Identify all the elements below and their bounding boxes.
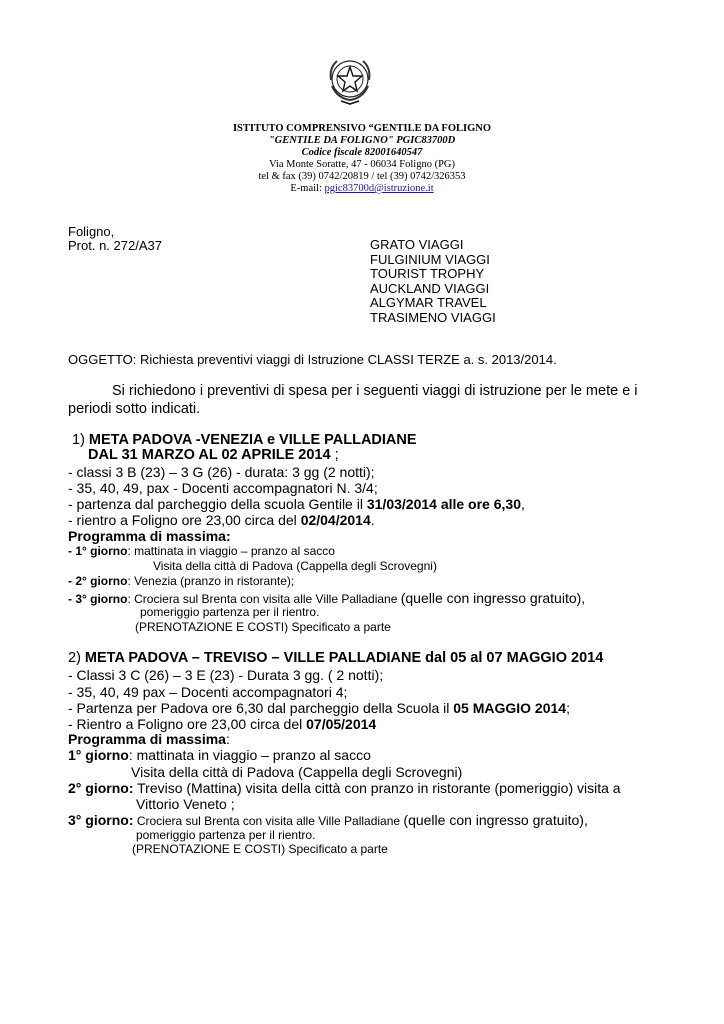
trip1-classes: - classi 3 B (23) – 3 G (26) - durata: 3 gg (2 notti); xyxy=(68,464,375,480)
trip1-program-heading: Programma di massima: xyxy=(68,528,231,544)
trip2-departure: - Partenza per Padova ore 6,30 dal parcheggio della Scuola il 05 MAGGIO 2014; xyxy=(68,700,570,716)
trip2-title: 2) META PADOVA – TREVISO – VILLE PALLADIANE dal 05 al 07 MAGGIO 2014 xyxy=(68,650,604,666)
recipient: AUCKLAND VIAGGI xyxy=(370,280,490,296)
trip2-day1: 1° giorno: mattinata in viaggio – pranzo al sacco xyxy=(68,747,371,763)
recipient: GRATO VIAGGI xyxy=(370,237,464,252)
trip1-departure: - partenza dal parcheggio della scuola Gentile il 31/03/2014 alle ore 6,30, xyxy=(68,496,525,512)
school-phone: tel & fax (39) 0742/20819 / tel (39) 0742/326353 xyxy=(258,171,466,182)
trip2-day1-cont: Visita della città di Padova (Cappella degli Scrovegni) xyxy=(131,764,463,780)
recipient: TOURIST TROPHY xyxy=(370,266,485,281)
trip1-day1-cont: Visita della città di Padova (Cappella degli Scrovegni) xyxy=(153,559,437,573)
trip1-day3: - 3° giorno: Crociera sul Brenta con visita alle Ville Palladiane (quelle con ingresso gratuito), xyxy=(68,590,586,606)
school-address: Via Monte Soratte, 47 - 06034 Foligno (PG) xyxy=(268,159,456,170)
school-email-line xyxy=(0,182,724,195)
protocol-number: Prot. n. 272/A37 xyxy=(68,238,162,253)
recipient: ALGYMAR TRAVEL xyxy=(370,295,487,310)
trip2-program-heading: Programma di massima: xyxy=(68,731,230,747)
email-label: E-mail: xyxy=(290,183,322,194)
trip1-dates: DAL 31 MARZO AL 02 APRILE 2014 ; xyxy=(88,447,339,463)
trip1-title: 1) META PADOVA -VENEZIA e VILLE PALLADIANE xyxy=(72,432,417,448)
intro-paragraph: Si richiedono i preventivi di spesa per i seguenti viaggi di istruzione per le mete e i xyxy=(112,383,638,399)
trip1-day1: - 1° giorno: mattinata in viaggio – pranzo al sacco xyxy=(68,544,335,558)
subject-line: OGGETTO: Richiesta preventivi viaggi di Istruzione CLASSI TERZE a. s. 2013/2014. xyxy=(68,352,557,367)
email-link[interactable]: pgic83700d@istruzione.it xyxy=(324,183,434,194)
trip2-day3-cont: pomeriggio partenza per il rientro. xyxy=(136,828,316,842)
italian-republic-emblem-icon xyxy=(325,54,375,106)
trip2-return: - Rientro a Foligno ore 23,00 circa del 07/05/2014 xyxy=(68,716,377,732)
school-code: "GENTILE DA FOLIGNO" PGIC83700D xyxy=(268,135,456,146)
trip2-day3: 3° giorno: Crociera sul Brenta con visita alle Ville Palladiane (quelle con ingresso gratuito), xyxy=(68,812,588,828)
intro-paragraph-cont: periodi sotto indicati. xyxy=(68,401,201,417)
trip1-day3-cont: pomeriggio partenza per il rientro. xyxy=(140,605,320,619)
recipient: FULGINIUM VIAGGI xyxy=(370,251,490,267)
trip1-note: (PRENOTAZIONE E COSTI) Specificato a parte xyxy=(135,620,391,634)
school-name: ISTITUTO COMPRENSIVO “GENTILE DA FOLIGNO xyxy=(232,123,492,134)
recipient: TRASIMENO VIAGGI xyxy=(370,309,496,325)
trip2-classes: - Classi 3 C (26) – 3 E (23) - Durata 3 gg. ( 2 notti); xyxy=(68,667,384,683)
trip2-day2: 2° giorno: Treviso (Mattina) visita della città con pranzo in ristorante (pomeriggio) visita a xyxy=(68,780,621,796)
trip1-day2: - 2° giorno: Venezia (pranzo in ristorante); xyxy=(68,574,295,588)
tax-code: Codice fiscale 82001640547 xyxy=(301,147,423,158)
trip1-pax: - 35, 40, 49, pax - Docenti accompagnatori N. 3/4; xyxy=(68,480,378,496)
recipients-list xyxy=(370,238,496,325)
trip2-pax: - 35, 40, 49 pax – Docenti accompagnatori 4; xyxy=(68,684,348,700)
trip1-return: - rientro a Foligno ore 23,00 circa del 02/04/2014. xyxy=(68,512,375,528)
trip2-day2-cont: Vittorio Veneto ; xyxy=(136,796,235,812)
letter-place: Foligno, xyxy=(68,224,115,239)
trip2-note: (PRENOTAZIONE E COSTI) Specificato a parte xyxy=(132,842,388,856)
